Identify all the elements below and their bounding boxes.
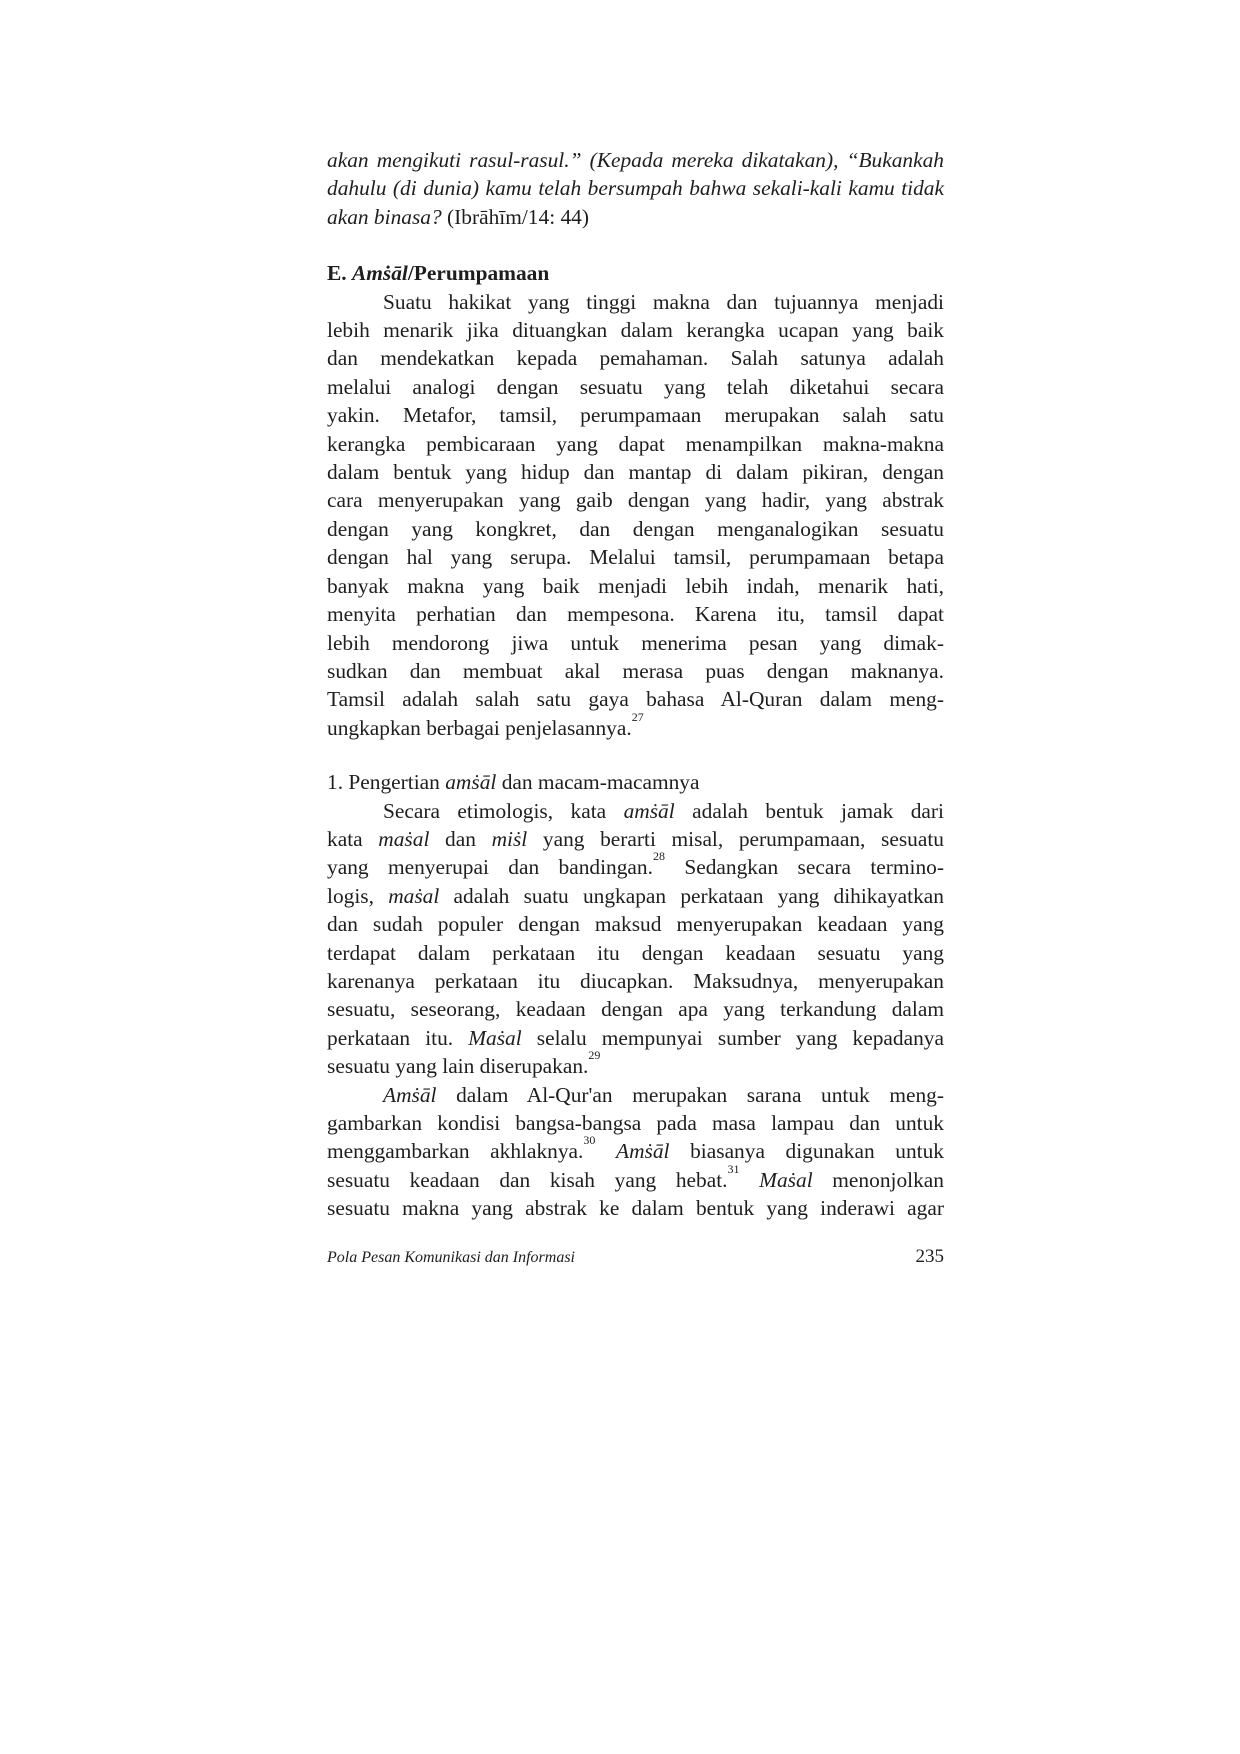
quote-line-text: akan binasa? xyxy=(327,204,442,229)
section-heading xyxy=(327,259,944,287)
subsection-suffix: dan macam-macamnya xyxy=(501,770,700,795)
text-run: menonjolkan xyxy=(832,1167,944,1192)
paragraph-line xyxy=(327,1161,944,1194)
paragraph-line: sesuatu, seseorang, keadaan dengan apa yang terkandung dalam xyxy=(327,997,944,1022)
paragraph-line: dalam bentuk yang hidup dan mantap di dalam pikiran, dengan xyxy=(327,460,944,485)
paragraph-line xyxy=(327,1024,944,1052)
page-body xyxy=(327,146,944,1223)
term-italic: miṡl xyxy=(491,826,528,851)
term-italic: maṡal xyxy=(388,883,440,908)
subsection-heading xyxy=(327,768,944,796)
subsection-term: amṡāl xyxy=(445,770,497,795)
text-run: Secara etimologis, kata xyxy=(383,798,607,823)
footer-book-title: Pola Pesan Komunikasi dan Informasi xyxy=(327,1249,575,1266)
text-run: dalam Al-Qur'an merupakan sarana untuk meng- xyxy=(456,1082,944,1107)
page-number: 235 xyxy=(915,1246,944,1267)
term-italic: Maṡal xyxy=(759,1167,813,1192)
quote-line: dahulu (di dunia) kamu telah bersumpah bahwa sekali-kali kamu tidak xyxy=(327,176,944,201)
paragraph-line: banyak makna yang baik menjadi lebih indah, menarik hati, xyxy=(327,573,944,598)
paragraph-line xyxy=(327,797,944,825)
paragraph-line: dan sudah populer dengan maksud menyerupakan keadaan yang xyxy=(327,912,944,937)
paragraph-line: terdapat dalam perkataan itu dengan keadaan sesuatu yang xyxy=(327,940,944,965)
paragraph-line: cara menyerupakan yang gaib dengan yang hadir, yang abstrak xyxy=(327,488,944,513)
footnote-marker[interactable]: 28 xyxy=(652,849,665,864)
paragraph-last-line xyxy=(327,709,944,742)
quran-quote xyxy=(327,146,944,231)
paragraph-line xyxy=(327,1081,944,1109)
quote-line: akan mengikuti rasul-rasul.” (Kepada mereka dikatakan), “Bukankah xyxy=(327,148,944,172)
paragraph-line xyxy=(327,849,944,881)
term-italic: Amṡāl xyxy=(383,1082,437,1107)
text-run: dan xyxy=(445,826,476,851)
paragraph-line: Tamsil adalah salah satu gaya bahasa Al-Quran dalam meng- xyxy=(327,687,944,712)
paragraph-line: menyita perhatian dan mempesona. Karena itu, tamsil dapat xyxy=(327,602,944,627)
paragraph-line: sudkan dan membuat akal merasa puas dengan maknanya. xyxy=(327,658,944,683)
page-footer xyxy=(327,1246,944,1274)
subsection-prefix: 1. Pengertian xyxy=(327,770,440,795)
paragraph-line xyxy=(327,882,944,910)
text-run: menggambarkan akhlaknya. xyxy=(327,1139,584,1164)
text-run: yang menyerupai dan bandingan. xyxy=(327,855,653,880)
footnote-marker[interactable]: 29 xyxy=(588,1048,601,1063)
footnote-marker[interactable]: 31 xyxy=(727,1161,740,1176)
footnote-marker[interactable]: 30 xyxy=(583,1133,596,1148)
term-italic: Maṡal xyxy=(468,1025,522,1050)
section-prefix: E. xyxy=(327,261,347,286)
paragraph-line: dan mendekatkan kepada pemahaman. Salah satunya adalah xyxy=(327,346,944,371)
section-term: Amṡāl xyxy=(351,261,408,286)
term-italic: maṡal xyxy=(378,826,430,851)
text-run: logis, xyxy=(327,883,374,908)
text-run: biasanya digunakan untuk xyxy=(690,1139,944,1164)
term-italic: amṡāl xyxy=(623,798,675,823)
quote-last-line xyxy=(327,203,944,231)
paragraph-line: dengan hal yang serupa. Melalui tamsil, perumpamaan betapa xyxy=(327,545,944,570)
paragraph-line xyxy=(327,825,944,853)
paragraph-line: lebih menarik jika dituangkan dalam kerangka ucapan yang baik xyxy=(327,318,944,343)
paragraph-1 xyxy=(327,288,944,743)
paragraph-3 xyxy=(327,1081,944,1223)
paragraph-line: yakin. Metafor, tamsil, perumpamaan merupakan salah satu xyxy=(327,403,944,428)
paragraph-line: lebih mendorong jiwa untuk menerima pesan yang dimak- xyxy=(327,630,944,655)
term-italic: Amṡāl xyxy=(616,1139,670,1164)
text-run: adalah bentuk jamak dari xyxy=(692,798,944,823)
footnote-marker[interactable]: 27 xyxy=(631,709,644,724)
paragraph-line: gambarkan kondisi bangsa-bangsa pada masa lampau dan untuk xyxy=(327,1111,944,1135)
quote-reference: (Ibrāhīm/14: 44) xyxy=(447,204,590,229)
text-run: kata xyxy=(327,826,363,851)
paragraph-line-text: ungkapkan berbagai penjelasannya. xyxy=(327,715,632,740)
paragraph-line: Suatu hakikat yang tinggi makna dan tujuannya menjadi xyxy=(383,289,944,314)
paragraph-line: sesuatu makna yang abstrak ke dalam bentuk yang inderawi agar xyxy=(327,1196,944,1221)
text-run: yang berarti misal, perumpamaan, sesuatu xyxy=(542,826,944,851)
text-run: adalah suatu ungkapan perkataan yang dihikayatkan xyxy=(453,883,944,908)
paragraph-2 xyxy=(327,797,944,1081)
paragraph-line: dengan yang kongkret, dan dengan menganalogikan sesuatu xyxy=(327,516,944,541)
paragraph-line: karenanya perkataan itu diucapkan. Maksudnya, menyerupakan xyxy=(327,968,944,993)
paragraph-line: melalui analogi dengan sesuatu yang telah diketahui secara xyxy=(327,374,944,399)
paragraph-line xyxy=(327,1133,944,1165)
paragraph-line: kerangka pembicaraan yang dapat menampilkan makna-makna xyxy=(327,431,944,456)
text-run: selalu mempunyai sumber yang kepadanya xyxy=(536,1025,944,1050)
section-suffix: /Perumpamaan xyxy=(407,261,550,286)
text-run: sesuatu keadaan dan kisah yang hebat. xyxy=(327,1167,728,1192)
paragraph-last-line xyxy=(327,1048,944,1080)
text-run: sesuatu yang lain diserupakan. xyxy=(327,1054,589,1079)
text-run: Sedangkan secara termino- xyxy=(684,855,944,880)
text-run: perkataan itu. xyxy=(327,1025,454,1050)
